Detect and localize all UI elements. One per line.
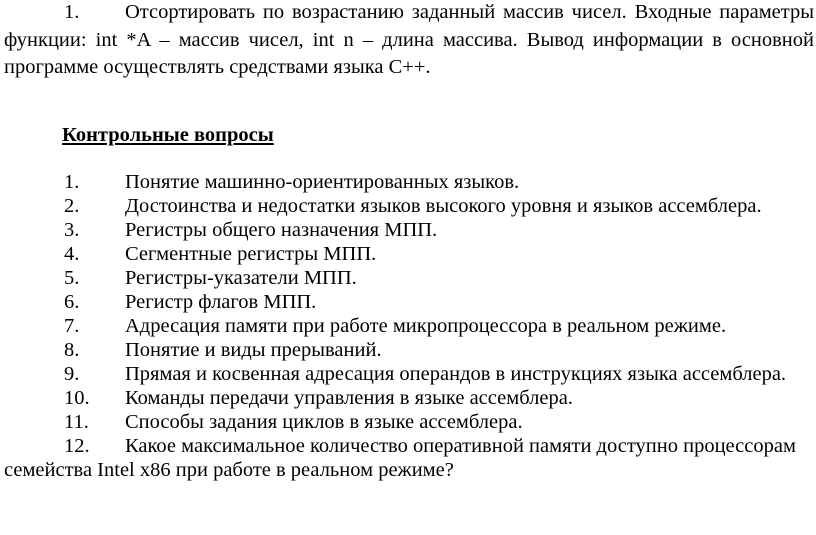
list-item bbox=[4, 242, 814, 266]
question-12-continuation: семейства Intel x86 при работе в реальном режиме? bbox=[4, 459, 454, 481]
question-text: Достоинства и недостатки языков высокого уровня и языков ассемблера. bbox=[125, 195, 762, 217]
list-item bbox=[4, 338, 814, 362]
question-number: 5. bbox=[64, 267, 80, 289]
question-number: 10. bbox=[64, 387, 90, 409]
question-number: 7. bbox=[64, 315, 80, 337]
question-text: Способы задания циклов в языке ассемблера. bbox=[125, 411, 523, 433]
question-number: 3. bbox=[64, 219, 80, 241]
list-item bbox=[4, 290, 814, 314]
list-item bbox=[4, 314, 814, 338]
question-text: Регистры-указатели МПП. bbox=[125, 267, 357, 289]
list-item bbox=[4, 266, 814, 290]
question-number: 9. bbox=[64, 363, 80, 385]
question-number: 4. bbox=[64, 243, 80, 265]
list-item bbox=[4, 170, 814, 194]
question-text: Регистр флагов МПП. bbox=[125, 291, 317, 313]
task-text-line-2: функции: int *A – массив чисел, int n – длина массива. Вывод информации в основной bbox=[4, 29, 814, 51]
task-text-line-3: программе осуществлять средствами языка С++. bbox=[4, 56, 431, 78]
list-item bbox=[4, 410, 814, 434]
question-text: Понятие и виды прерываний. bbox=[125, 339, 382, 361]
list-item bbox=[4, 194, 814, 218]
question-number: 8. bbox=[64, 339, 80, 361]
question-text: Команды передачи управления в языке ассемблера. bbox=[125, 387, 573, 409]
question-text: Адресация памяти при работе микропроцессора в реальном режиме. bbox=[125, 315, 727, 337]
list-item bbox=[4, 218, 814, 242]
question-number: 6. bbox=[64, 291, 80, 313]
list-item bbox=[4, 434, 814, 458]
question-text: Регистры общего назначения МПП. bbox=[125, 219, 438, 241]
list-item bbox=[4, 362, 814, 386]
task-line-1 bbox=[4, 0, 814, 24]
question-text: Прямая и косвенная адресация операндов в инструкциях языка ассемблера. bbox=[125, 363, 787, 385]
question-number: 11. bbox=[64, 411, 89, 433]
question-text: Сегментные регистры МПП. bbox=[125, 243, 377, 265]
list-item bbox=[4, 386, 814, 410]
questions-heading: Контрольные вопросы bbox=[62, 124, 274, 146]
task-number: 1. bbox=[64, 1, 80, 23]
question-number: 1. bbox=[64, 171, 80, 193]
question-number: 2. bbox=[64, 195, 80, 217]
question-text: Понятие машинно-ориентированных языков. bbox=[125, 171, 520, 193]
task-text-line-1: Отсортировать по возрастанию заданный массив чисел. Входные параметры bbox=[125, 1, 814, 23]
question-text: Какое максимальное количество оперативной памяти доступно процессорам bbox=[125, 435, 796, 457]
question-number: 12. bbox=[64, 435, 90, 457]
